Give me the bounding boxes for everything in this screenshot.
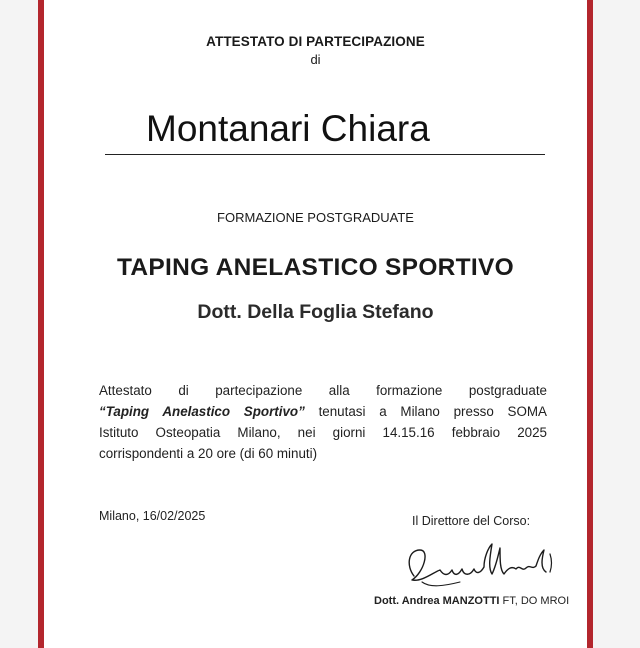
teacher-name: Dott. Della Foglia Stefano xyxy=(197,301,434,323)
course-name-emphasis: “Taping Anelastico Sportivo” xyxy=(99,404,305,419)
place-date: Milano, 16/02/2025 xyxy=(99,509,206,523)
certificate-heading: ATTESTATO DI PARTECIPAZIONE xyxy=(206,34,425,49)
director-titles: FT, DO MROI xyxy=(502,595,570,607)
certificate-body xyxy=(99,380,547,464)
body-line-3: Istituto Osteopatia Milano, nei giorni 14.15.16 febbraio 2025 xyxy=(99,425,547,440)
director-label: Il Direttore del Corso: xyxy=(412,514,531,528)
body-line-2 xyxy=(99,401,547,422)
name-underline xyxy=(105,154,545,155)
director-name xyxy=(374,595,569,607)
body-line-2-rest: tenutasi a Milano presso SOMA xyxy=(304,404,547,419)
body-line-1: Attestato di partecipazione alla formazione postgraduate xyxy=(99,383,547,398)
body-line-4: corrispondenti a 20 ore (di 60 minuti) xyxy=(99,446,318,461)
recipient-name: Montanari Chiara xyxy=(146,108,430,149)
course-title: TAPING ANELASTICO SPORTIVO xyxy=(116,254,515,281)
heading-di: di xyxy=(310,52,321,67)
director-name-bold: Dott. Andrea MANZOTTI xyxy=(374,595,500,607)
course-type: FORMAZIONE POSTGRADUATE xyxy=(217,210,414,225)
director-signature xyxy=(400,536,570,596)
certificate xyxy=(38,0,593,648)
